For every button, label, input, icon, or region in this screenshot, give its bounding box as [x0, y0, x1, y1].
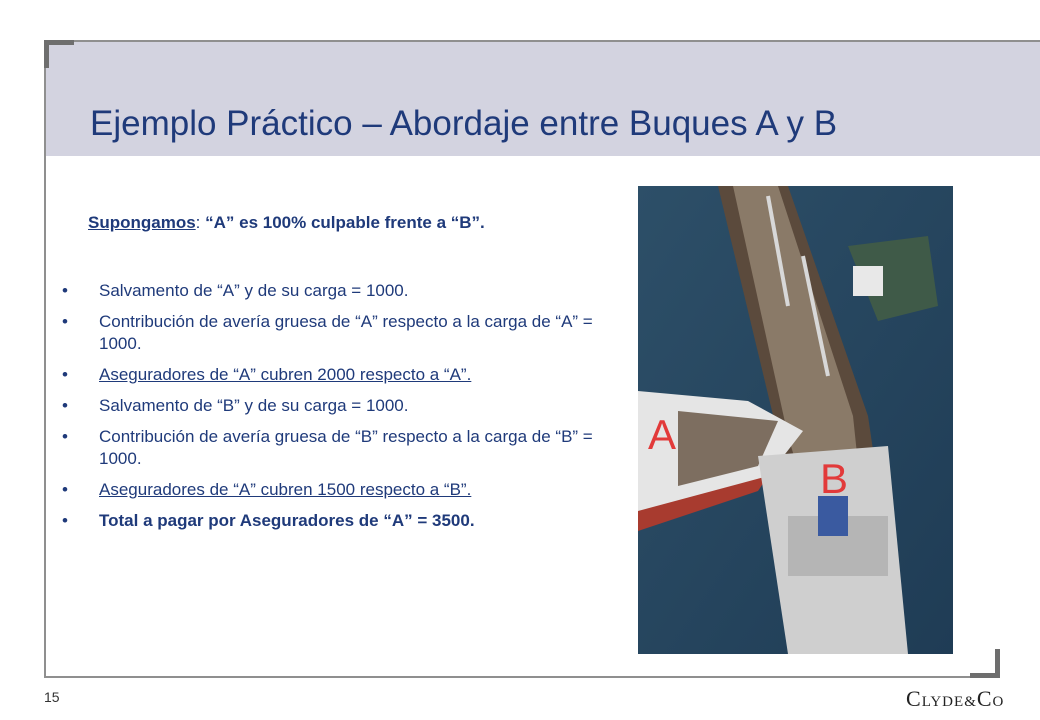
bullet-dot: •	[62, 281, 68, 300]
bullet-item	[62, 311, 622, 355]
ship-b-funnel	[818, 496, 848, 536]
bullet-item	[62, 364, 622, 386]
frame-left-line	[44, 40, 46, 677]
company-logo: CLYDE&CO	[906, 686, 1005, 711]
label-ship-b: B	[820, 455, 849, 502]
ship-collision-photo	[638, 186, 953, 654]
frame-top-line	[44, 40, 1040, 42]
label-ship-a: A	[648, 411, 677, 458]
intro-text: “A” es 100% culpable frente a “B”.	[205, 213, 485, 232]
bullet-text: Aseguradores de “A” cubren 2000 respecto a “A”.	[99, 365, 472, 384]
bullet-text: Salvamento de “B” y de su carga = 1000.	[99, 396, 409, 415]
bullet-dot: •	[62, 511, 68, 530]
bullet-dot: •	[62, 480, 68, 499]
page-number: 15	[44, 689, 60, 705]
corner-bracket-top-left-vertical	[44, 40, 49, 68]
bullet-item	[62, 426, 622, 470]
ship-photo-illustration	[638, 186, 953, 654]
bullet-item	[62, 479, 622, 501]
intro-label: Supongamos	[88, 213, 196, 232]
bullet-item	[62, 395, 622, 417]
frame-bottom-line	[44, 676, 1000, 678]
bullet-text: Salvamento de “A” y de su carga = 1000.	[99, 281, 409, 300]
bullet-text: Contribución de avería gruesa de “A” respecto a la carga de “A” = 1000.	[99, 312, 593, 353]
intro-line	[88, 213, 485, 233]
bullet-dot: •	[62, 312, 68, 331]
bullet-dot: •	[62, 396, 68, 415]
bullet-text: Aseguradores de “A” cubren 1500 respecto a “B”.	[99, 480, 472, 499]
slide-title: Ejemplo Práctico – Abordaje entre Buques A y B	[90, 104, 838, 143]
bullet-dot: •	[62, 427, 68, 446]
bullet-text: Contribución de avería gruesa de “B” respecto a la carga de “B” = 1000.	[99, 427, 593, 468]
bullet-item	[62, 510, 622, 532]
bullet-dot: •	[62, 365, 68, 384]
bullet-list	[62, 280, 622, 541]
corner-bracket-bottom-right-vertical	[995, 649, 1000, 678]
bullet-item	[62, 280, 622, 302]
tug-cabin	[853, 266, 883, 296]
bullet-text: Total a pagar por Aseguradores de “A” = 3500.	[99, 511, 475, 530]
intro-colon: :	[195, 213, 206, 232]
